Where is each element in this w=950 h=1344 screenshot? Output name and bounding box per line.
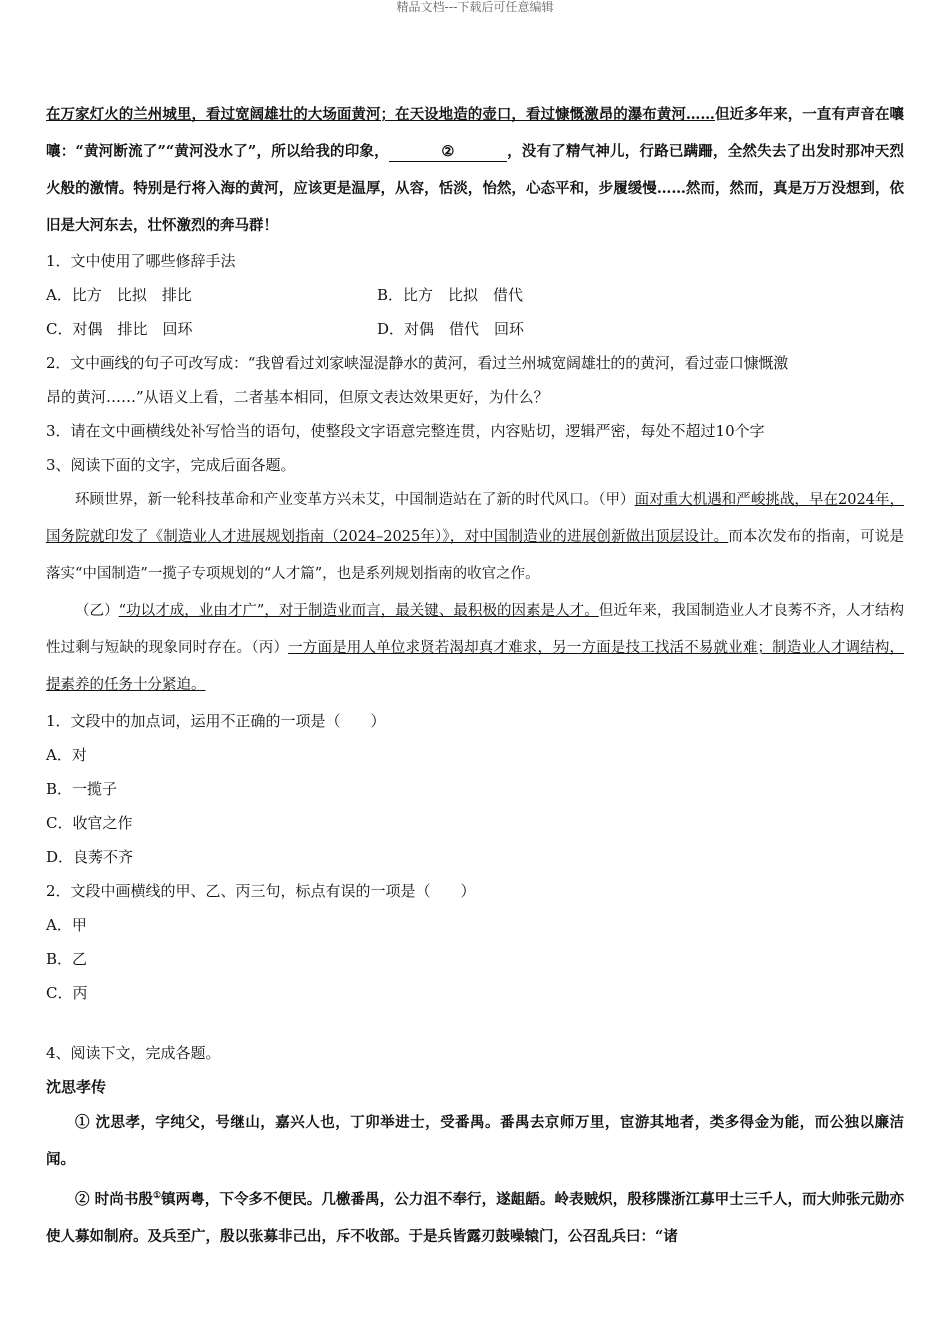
paragraph-2-start: ② 时尚书殷 bbox=[75, 1190, 153, 1208]
article-paragraph-2 bbox=[46, 1178, 904, 1255]
s3-q2-option-b[interactable]: B．乙 bbox=[46, 950, 88, 968]
option-d[interactable]: D．对偶 借代 回环 bbox=[377, 320, 525, 338]
answer-blank[interactable]: ② bbox=[389, 143, 507, 162]
s3-question-2: 2．文段中画横线的甲、乙、丙三句，标点有误的一项是（ ） bbox=[46, 882, 476, 900]
article-paragraph-1: ① 沈思孝，字纯父，号继山，嘉兴人也，丁卯举进士，受番禺。番禺去京师万里，宦游其地者，类多得金为能，而公独以廉洁闻。 bbox=[46, 1114, 904, 1168]
question-2-line1: 2．文中画线的句子可改写成：“我曾看过刘家峡湿湜静水的黄河，看过兰州城宽阔雄壮的的黄河，看过壶口慷慨激 bbox=[46, 354, 789, 372]
s3-q1-option-b[interactable]: B．一揽子 bbox=[46, 780, 118, 798]
page-header: 精品文档---下载后可任意编辑 bbox=[396, 0, 554, 14]
s3-q1-option-d[interactable]: D．良莠不齐 bbox=[46, 848, 134, 866]
s3-q1-option-a[interactable]: A．对 bbox=[46, 746, 87, 764]
sentence-yi-underlined: “功以才成，业由才广”，对于制造业而言，最关键、最积极的因素是人才。 bbox=[118, 603, 599, 619]
section-3-heading: 3、阅读下面的文字，完成后面各题。 bbox=[46, 456, 296, 474]
sentence-tail: 而本次发布的指南，可说是落实“中国制造”一揽子专项规划的“人才篇”，也是系列规划指南的收官之作。 bbox=[46, 529, 904, 582]
underlined-sentence: 在万家灯火的兰州城里，看过宽阔雄壮的大场面黄河；在天设地造的壶口，看过慷慨激昂的瀑布黄河…… bbox=[46, 106, 715, 123]
s3-q2-option-c[interactable]: C．丙 bbox=[46, 984, 88, 1002]
passage-yellow-river bbox=[46, 96, 904, 244]
footnote-marker[interactable]: ① bbox=[152, 1191, 162, 1201]
question-1-options-row1 bbox=[46, 278, 904, 312]
question-3: 3．请在文中画横线处补写恰当的语句，使整段文字语意完整连贯，内容贴切，逻辑严密，每处不超过10个字 bbox=[46, 422, 765, 440]
option-c[interactable]: C．对偶 排比 回环 bbox=[46, 320, 193, 338]
spacer bbox=[46, 1010, 904, 1036]
paragraph-2-rest: 镇两粤，下令多不便民。几檄番禺，公力沮不奉行，遂龃龉。岭表贼炽，殷移牒浙江募甲士三千人，而大帅张元勋亦使人募如制府。及兵至广，殷以张募非己出，斥不收部。于是兵皆露刃鼓噪辕门，公召乱兵曰：“诸 bbox=[46, 1190, 904, 1245]
sentence-bing-underlined: 一方面是用人单位求贤若渴却真才难求，另一方面是技工找活不易就业难；制造业人才调结构，提素养的任务十分紧迫。 bbox=[46, 640, 904, 693]
passage-text: 但近多年来，一直有声音在嚷嚷：“黄河断流了”“黄河没水了”，所以给我的印象， bbox=[46, 106, 905, 160]
sentence-jia-lead: 环顾世界，新一轮科技革命和产业变革方兴未艾，中国制造站在了新的时代风口。（甲） bbox=[75, 492, 635, 508]
question-2-line2: 昂的黄河……”从语义上看，二者基本相同，但原文表达效果更好，为什么？ bbox=[46, 388, 549, 406]
section-3-paragraph-1 bbox=[46, 482, 904, 593]
question-1-options-row2 bbox=[46, 312, 904, 346]
document-body bbox=[46, 96, 904, 1255]
s3-question-1: 1．文段中的加点词，运用不正确的一项是（ ） bbox=[46, 712, 386, 730]
s3-q2-option-a[interactable]: A．甲 bbox=[46, 916, 87, 934]
sentence-mid: 但近年来，我国制造业人才良莠不齐，人才结构性过剩与短缺的现象同时存在。（丙） bbox=[46, 603, 905, 656]
article-title: 沈思孝传 bbox=[46, 1078, 107, 1096]
question-1: 1．文中使用了哪些修辞手法 bbox=[46, 252, 236, 270]
s3-q1-option-c[interactable]: C．收官之作 bbox=[46, 814, 133, 832]
label-yi: （乙） bbox=[75, 603, 119, 619]
option-b[interactable]: B．比方 比拟 借代 bbox=[377, 286, 524, 304]
option-a[interactable]: A．比方 比拟 排比 bbox=[46, 286, 192, 304]
sentence-jia-underlined: 面对重大机遇和严峻挑战，早在2024年，国务院就印发了《制造业人才进展规划指南（2024–2025年）》，对中国制造业的进展创新做出顶层设计。 bbox=[46, 492, 904, 545]
section-4-heading: 4、阅读下文，完成各题。 bbox=[46, 1044, 221, 1062]
section-3-paragraph-2 bbox=[46, 593, 904, 704]
passage-text-end: ，没有了精气神儿，行路已蹒跚，全然失去了出发时那冲天烈火般的激情。特别是行将入海的黄河，应该更是温厚，从容，恬淡，怡然，心态平和，步履缓慢……然而，然而，真是万万没想到，依旧是大河东去，壮怀激烈的奔马群！ bbox=[46, 143, 904, 234]
